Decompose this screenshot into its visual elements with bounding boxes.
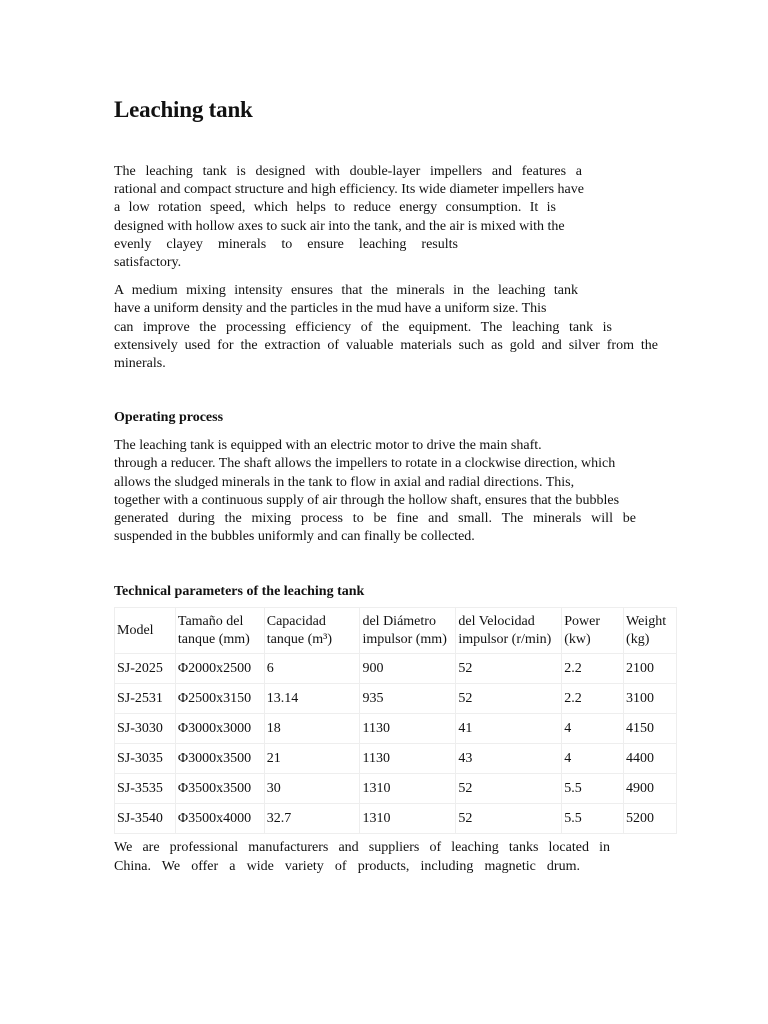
table-cell: SJ-2531 — [115, 684, 176, 714]
table-row — [115, 654, 677, 684]
table-row — [115, 774, 677, 804]
table-cell: Φ3000x3000 — [175, 714, 264, 744]
table-cell: SJ-3540 — [115, 804, 176, 834]
header-power: Power (kw) — [562, 608, 624, 654]
text-line: rational and compact structure and high efficiency. Its wide diameter impellers have — [114, 182, 584, 198]
table-cell: Φ2500x3150 — [175, 684, 264, 714]
table-cell: 935 — [360, 684, 456, 714]
header-tank-size: Tamaño del tanque (mm) — [175, 608, 264, 654]
operating-process-paragraph — [114, 437, 660, 546]
text-line: generated during the mixing process to be fine and small. The minerals will be — [114, 511, 636, 527]
header-impeller-diameter: del Diámetro impulsor (mm) — [360, 608, 456, 654]
table-cell: 18 — [264, 714, 360, 744]
table-cell: 1310 — [360, 804, 456, 834]
text-line: allows the sludged minerals in the tank to flow in axial and radial directions. This, — [114, 474, 575, 490]
table-cell: 52 — [456, 804, 562, 834]
table-cell: 1310 — [360, 774, 456, 804]
table-cell: SJ-3030 — [115, 714, 176, 744]
table-cell: SJ-3035 — [115, 744, 176, 774]
table-cell: 4900 — [624, 774, 677, 804]
table-cell: 900 — [360, 654, 456, 684]
text-line: a low rotation speed, which helps to reduce energy consumption. It is — [114, 200, 556, 216]
table-row — [115, 684, 677, 714]
text-line: through a reducer. The shaft allows the impellers to rotate in a clockwise direction, which — [114, 456, 616, 472]
table-cell: 5.5 — [562, 774, 624, 804]
technical-parameters-heading: Technical parameters of the leaching tank — [114, 584, 365, 600]
text-line: satisfactory. — [114, 255, 182, 271]
table-cell: 21 — [264, 744, 360, 774]
text-line: have a uniform density and the particles in the mud have a uniform size. This — [114, 301, 547, 317]
operating-process-heading: Operating process — [114, 410, 224, 426]
document-page — [114, 96, 667, 876]
table-cell: 52 — [456, 654, 562, 684]
table-row — [115, 744, 677, 774]
text-line: minerals. — [114, 356, 166, 372]
table-cell: 13.14 — [264, 684, 360, 714]
text-line: The leaching tank is designed with double-layer impellers and features a — [114, 164, 582, 179]
header-impeller-speed: del Velocidad impulsor (r/min) — [456, 608, 562, 654]
table-cell: Φ3500x4000 — [175, 804, 264, 834]
text-line: evenly clayey minerals to ensure leaching results — [114, 236, 458, 252]
table-cell: SJ-2025 — [115, 654, 176, 684]
text-line: can improve the processing efficiency of the equipment. The leaching tank is — [114, 319, 612, 335]
table-cell: 6 — [264, 654, 360, 684]
table-row — [115, 804, 677, 834]
intro-paragraph-2 — [114, 282, 660, 373]
table-cell: 5200 — [624, 804, 677, 834]
table-header-row — [115, 608, 677, 654]
table-cell: 52 — [456, 774, 562, 804]
text-line: designed with hollow axes to suck air into the tank, and the air is mixed with the — [114, 218, 565, 234]
table-cell: 5.5 — [562, 804, 624, 834]
table-cell: 41 — [456, 714, 562, 744]
table-cell: SJ-3535 — [115, 774, 176, 804]
technical-parameters-table — [114, 607, 677, 834]
page-title: Leaching tank — [114, 97, 253, 122]
table-cell: 4400 — [624, 744, 677, 774]
header-model: Model — [115, 608, 176, 654]
table-cell: 3100 — [624, 684, 677, 714]
text-line: The leaching tank is equipped with an electric motor to drive the main shaft. — [114, 438, 542, 454]
intro-paragraph-1 — [114, 163, 660, 272]
table-cell: 52 — [456, 684, 562, 714]
table-cell: Φ3500x3500 — [175, 774, 264, 804]
text-line: A medium mixing intensity ensures that the minerals in the leaching tank — [114, 283, 578, 299]
table-row — [115, 714, 677, 744]
table-cell: 30 — [264, 774, 360, 804]
closing-paragraph — [114, 839, 660, 875]
text-line: extensively used for the extraction of valuable materials such as gold and silver from the — [114, 337, 658, 353]
table-cell: 4150 — [624, 714, 677, 744]
table-cell: 2100 — [624, 654, 677, 684]
table-cell: Φ3000x3500 — [175, 744, 264, 774]
table-cell: 1130 — [360, 714, 456, 744]
table-cell: 2.2 — [562, 684, 624, 714]
table-cell: 43 — [456, 744, 562, 774]
table-cell: 4 — [562, 714, 624, 744]
table-cell: 32.7 — [264, 804, 360, 834]
header-tank-capacity: Capacidad tanque (m³) — [264, 608, 360, 654]
table-cell: 2.2 — [562, 654, 624, 684]
text-line: together with a continuous supply of air through the hollow shaft, ensures that the bubbles — [114, 492, 620, 508]
text-line: suspended in the bubbles uniformly and can finally be collected. — [114, 529, 475, 545]
text-line: China. We offer a wide variety of products, including magnetic drum. — [114, 858, 580, 874]
table-cell: 4 — [562, 744, 624, 774]
header-weight: Weight (kg) — [624, 608, 677, 654]
table-cell: 1130 — [360, 744, 456, 774]
table-cell: Φ2000x2500 — [175, 654, 264, 684]
text-line: We are professional manufacturers and suppliers of leaching tanks located in — [114, 840, 610, 856]
